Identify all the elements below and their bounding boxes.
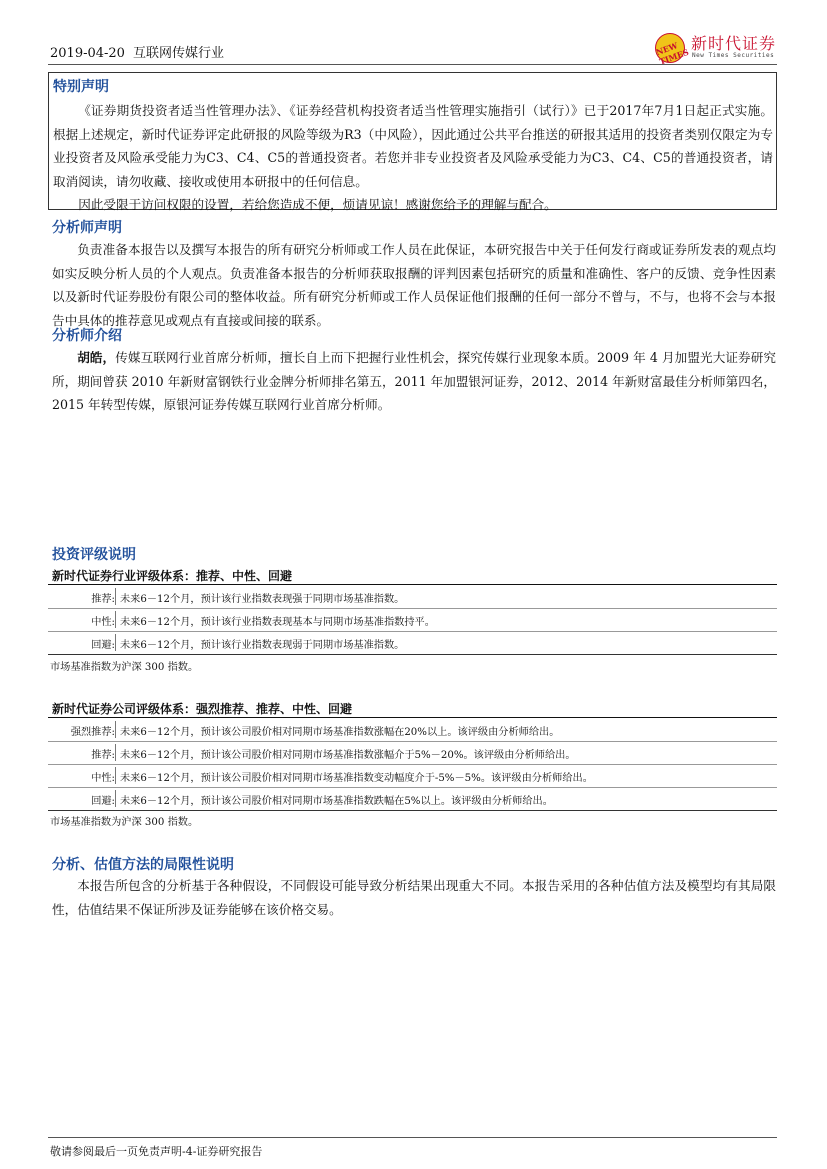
analyst-intro-body xyxy=(52,346,776,417)
table-row xyxy=(48,764,777,787)
logo-badge-icon: NEW TIMES xyxy=(655,33,685,63)
header-divider xyxy=(48,64,777,65)
rating-key: 回避: xyxy=(91,640,115,651)
company-logo xyxy=(654,30,777,67)
rating-key: 推荐: xyxy=(91,750,115,761)
rating-title: 投资评级说明 xyxy=(52,547,136,563)
company-rating-note: 市场基准指数为沪深 300 指数。 xyxy=(50,817,199,828)
rating-key: 回避: xyxy=(91,796,115,807)
rating-key: 中性: xyxy=(91,617,115,628)
limitations-text: 本报告所包含的分析基于各种假设，不同假设可能导致分析结果出现重大不同。本报告采用的各种估值方法及模型均有其局限性，估值结果不保证所涉及证券能够在该价格交易。 xyxy=(52,878,776,917)
table-row xyxy=(48,608,777,631)
table-row xyxy=(48,718,777,741)
industry-rating-title: 新时代证券行业评级体系：推荐、中性、回避 xyxy=(52,569,293,583)
company-rating-table xyxy=(48,717,777,812)
analyst-statement-title: 分析师声明 xyxy=(52,220,122,236)
limitations-body xyxy=(52,874,776,921)
analyst-intro-title: 分析师介绍 xyxy=(52,328,122,344)
analyst-statement-body xyxy=(52,238,776,332)
footer-divider xyxy=(48,1137,777,1138)
logo-subtitle: New Times Securities xyxy=(692,52,775,59)
special-statement-title: 特别声明 xyxy=(53,79,109,95)
rating-key: 强烈推荐: xyxy=(70,727,115,738)
footer-text: 敬请参阅最后一页免责声明-4-证券研究报告 xyxy=(50,1145,263,1158)
rating-value: 未来6－12个月，预计该公司股价相对同期市场基准指数涨幅介于5%－20%。该评级由分析师给出。 xyxy=(120,750,576,761)
limitations-title: 分析、估值方法的局限性说明 xyxy=(52,857,234,873)
table-row xyxy=(48,741,777,764)
rating-value: 未来6－12个月，预计该公司股价相对同期市场基准指数涨幅在20%以上。该评级由分析师给出。 xyxy=(120,727,560,738)
industry-name: 互联网传媒行业 xyxy=(132,46,224,61)
rating-value: 未来6－12个月，预计该行业指数表现强于同期市场基准指数。 xyxy=(120,594,405,605)
industry-rating-note: 市场基准指数为沪深 300 指数。 xyxy=(50,662,199,673)
special-statement-paragraph-1: 《证券期货投资者适当性管理办法》、《证券经营机构投资者适当性管理实施指引（试行）》已于2017年7月1日起正式实施。根据上述规定，新时代证券评定此研报的风险等级为R3（中风险），因此通过公共平台推送的研报其适用的投资者类别仅限定为专业投资者及风险承受能力为C3、C4、C5的普通投资者。若您并非专业投资者及风险承受能力为C3、C4、C5的普通投资者，请取消阅读，请勿收藏、接收或使用本研报中的任何信息。 xyxy=(53,103,773,189)
rating-value: 未来6－12个月，预计该行业指数表现基本与同期市场基准指数持平。 xyxy=(120,617,435,628)
rating-value: 未来6－12个月，预计该公司股价相对同期市场基准指数跌幅在5%以上。该评级由分析师给出。 xyxy=(120,796,553,807)
company-rating-title: 新时代证券公司评级体系：强烈推荐、推荐、中性、回避 xyxy=(52,702,353,716)
industry-rating-table xyxy=(48,584,777,656)
special-statement-body xyxy=(53,99,773,217)
analyst-statement-text: 负责准备本报告以及撰写本报告的所有研究分析师或工作人员在此保证，本研究报告中关于任何发行商或证券所发表的观点均如实反映分析人员的个人观点。负责准备本报告的分析师获取报酬的评判因素包括研究的质量和准确性、客户的反馈、竞争性因素以及新时代证券股份有限公司的整体收益。所有研究分析师或工作人员保证他们报酬的任何一部分不曾与，不与，也将不会与本报告中具体的推荐意见或观点有直接或间接的联系。 xyxy=(52,242,776,328)
special-statement-paragraph-2: 因此受限于访问权限的设置，若给您造成不便，烦请见谅！感谢您给予的理解与配合。 xyxy=(78,197,557,213)
table-row xyxy=(48,585,777,608)
rating-key: 推荐: xyxy=(91,594,115,605)
rating-key: 中性: xyxy=(91,773,115,784)
logo-name: 新时代证券 xyxy=(691,34,777,53)
rating-value: 未来6－12个月，预计该公司股价相对同期市场基准指数变动幅度介于-5%－5%。该评级由分析师给出。 xyxy=(120,773,593,784)
rating-value: 未来6－12个月，预计该行业指数表现弱于同期市场基准指数。 xyxy=(120,640,405,651)
report-date: 2019-04-20 xyxy=(50,46,125,61)
report-date-line xyxy=(50,42,224,61)
analyst-name: 胡皓， xyxy=(77,350,116,365)
table-row xyxy=(48,787,777,810)
table-row xyxy=(48,631,777,654)
analyst-intro-text: 传媒互联网行业首席分析师，擅长自上而下把握行业性机会，探究传媒行业现象本质。2009 年 4 月加盟光大证券研究所，期间曾获 2010 年新财富钢铁行业金牌分析师排名第五，2011 年加盟银河证券，2012、2014 年新财富最佳分析师第四名，2015 年转型传媒，原银河证券传媒互联网行业首席分析师。 xyxy=(52,350,777,413)
